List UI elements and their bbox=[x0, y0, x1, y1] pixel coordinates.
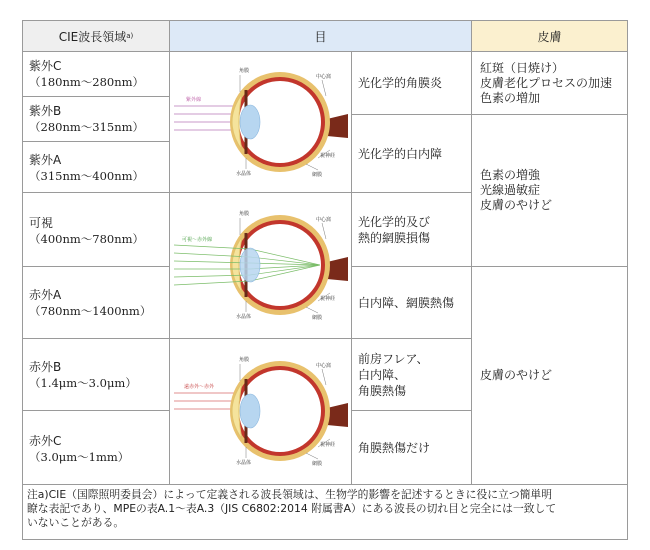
band-range: （400nm〜780nm） bbox=[29, 232, 145, 246]
band-uvb bbox=[22, 96, 170, 142]
diagram-label-optic-nerve: 視神経 bbox=[320, 153, 336, 159]
eye-diagram-visible bbox=[170, 193, 351, 338]
diagram-label-lens: 水晶体 bbox=[236, 171, 252, 177]
eye-effect-retinal-injury bbox=[351, 192, 472, 267]
header-cie bbox=[22, 20, 170, 52]
eye-diagram-uv bbox=[170, 52, 351, 192]
skin-effect-text: 紅斑（日焼け） bbox=[480, 60, 565, 75]
diagram-label-optic-nerve: 視神経 bbox=[320, 296, 336, 302]
eye-effect-corneal-burn-only bbox=[351, 410, 472, 485]
diagram-label-ir: 遠赤外〜赤外 bbox=[184, 384, 215, 390]
lens bbox=[240, 105, 260, 139]
footnote bbox=[22, 484, 628, 540]
header-skin bbox=[471, 20, 628, 52]
footnote-line: 注a)CIE（国際照明委員会）によって定義される波長領域は、生物学的影響を記述するときに役に立つ簡単明 bbox=[27, 488, 553, 501]
eye-effect-text: 光化学的白内障 bbox=[358, 146, 443, 161]
diagram-label-retina: 網膜 bbox=[312, 315, 323, 321]
footnote-line: いないことがある。 bbox=[27, 516, 125, 529]
skin-effect-text: 皮膚老化プロセスの加速 bbox=[480, 75, 613, 90]
eye-effect-aqueous-flare bbox=[351, 338, 472, 411]
diagram-label-fovea: 中心窩 bbox=[316, 363, 332, 369]
diagram-label-retina: 網膜 bbox=[312, 172, 323, 178]
diagram-label-cornea: 角膜 bbox=[239, 357, 250, 363]
band-uva bbox=[22, 141, 170, 193]
eye-effect-photochemical-cataract bbox=[351, 114, 472, 193]
diagram-label-lens: 水晶体 bbox=[236, 314, 252, 320]
skin-effect-infrared bbox=[471, 266, 628, 485]
footnote-line: 瞭な表記であり、MPEの表A.1〜表A.3（JIS C6802:2014 附属書A）にある波長の切れ目と完全には一致して bbox=[27, 502, 557, 515]
diagram-label-visible: 可視〜赤外線 bbox=[182, 237, 213, 243]
skin-effect-text: 色素の増加 bbox=[480, 90, 541, 105]
band-uvc bbox=[22, 51, 170, 97]
eye-effect-text: 角膜熱傷 bbox=[358, 383, 407, 398]
skin-effect-text: 色素の増強 bbox=[480, 168, 541, 182]
band-range: （180nm〜280nm） bbox=[29, 75, 145, 89]
header-skin-label: 皮膚 bbox=[537, 29, 562, 44]
header-cie-footnote-marker: a) bbox=[126, 32, 134, 40]
band-name: 紫外A bbox=[29, 153, 62, 167]
lens bbox=[240, 248, 260, 282]
band-name: 赤外B bbox=[29, 360, 62, 374]
diagram-label-cornea: 角膜 bbox=[239, 211, 250, 217]
skin-effect-text: 皮膚のやけど bbox=[480, 368, 553, 382]
eye-effect-text: 前房フレア、 bbox=[358, 351, 429, 366]
band-range: （780nm〜1400nm） bbox=[29, 304, 152, 318]
skin-effect-uv-b-c bbox=[471, 51, 628, 115]
diagram-label-fovea: 中心窩 bbox=[316, 74, 332, 80]
skin-effect-text: 光線過敏症 bbox=[480, 183, 541, 197]
band-visible bbox=[22, 192, 170, 267]
band-range: （280nm〜315nm） bbox=[29, 120, 145, 134]
band-irc bbox=[22, 410, 170, 485]
band-ira bbox=[22, 266, 170, 339]
eye-effect-text: 白内障、 bbox=[358, 367, 407, 382]
band-range: （315nm〜400nm） bbox=[29, 169, 145, 183]
lens bbox=[240, 394, 260, 428]
skin-effect-uva-visible bbox=[471, 114, 628, 267]
band-irb bbox=[22, 338, 170, 411]
eye-effect-text: 光化学的及び bbox=[358, 214, 431, 229]
eye-effect-photokeratitis bbox=[351, 51, 472, 115]
band-name: 赤外C bbox=[29, 434, 62, 448]
header-eye bbox=[169, 20, 472, 52]
diagram-label-fovea: 中心窩 bbox=[316, 217, 332, 223]
diagram-label-uv: 紫外線 bbox=[186, 97, 202, 103]
eye-effect-cataract-retinal-burn bbox=[351, 266, 472, 339]
band-name: 赤外A bbox=[29, 288, 62, 302]
band-range: （3.0μm〜1mm） bbox=[29, 450, 130, 464]
diagram-label-cornea: 角膜 bbox=[239, 68, 250, 74]
header-cie-label: CIE波長領域 bbox=[58, 29, 127, 44]
band-name: 紫外B bbox=[29, 104, 62, 118]
eye-effect-text: 光化学的角膜炎 bbox=[358, 76, 443, 90]
eye-effect-text: 角膜熱傷だけ bbox=[358, 440, 431, 455]
diagram-label-lens: 水晶体 bbox=[236, 460, 252, 466]
eye-effect-text: 白内障、網膜熱傷 bbox=[358, 295, 455, 310]
eye-diagram-ir bbox=[170, 339, 351, 484]
band-name: 可視 bbox=[29, 216, 54, 230]
eye-effect-text: 熱的網膜損傷 bbox=[358, 230, 431, 245]
band-range: （1.4μm〜3.0μm） bbox=[29, 376, 137, 390]
diagram-label-optic-nerve: 視神経 bbox=[320, 442, 336, 448]
header-eye-label: 目 bbox=[314, 29, 327, 44]
band-name: 紫外C bbox=[29, 59, 62, 73]
diagram-label-retina: 網膜 bbox=[312, 461, 323, 467]
skin-effect-text: 皮膚のやけど bbox=[480, 198, 553, 212]
